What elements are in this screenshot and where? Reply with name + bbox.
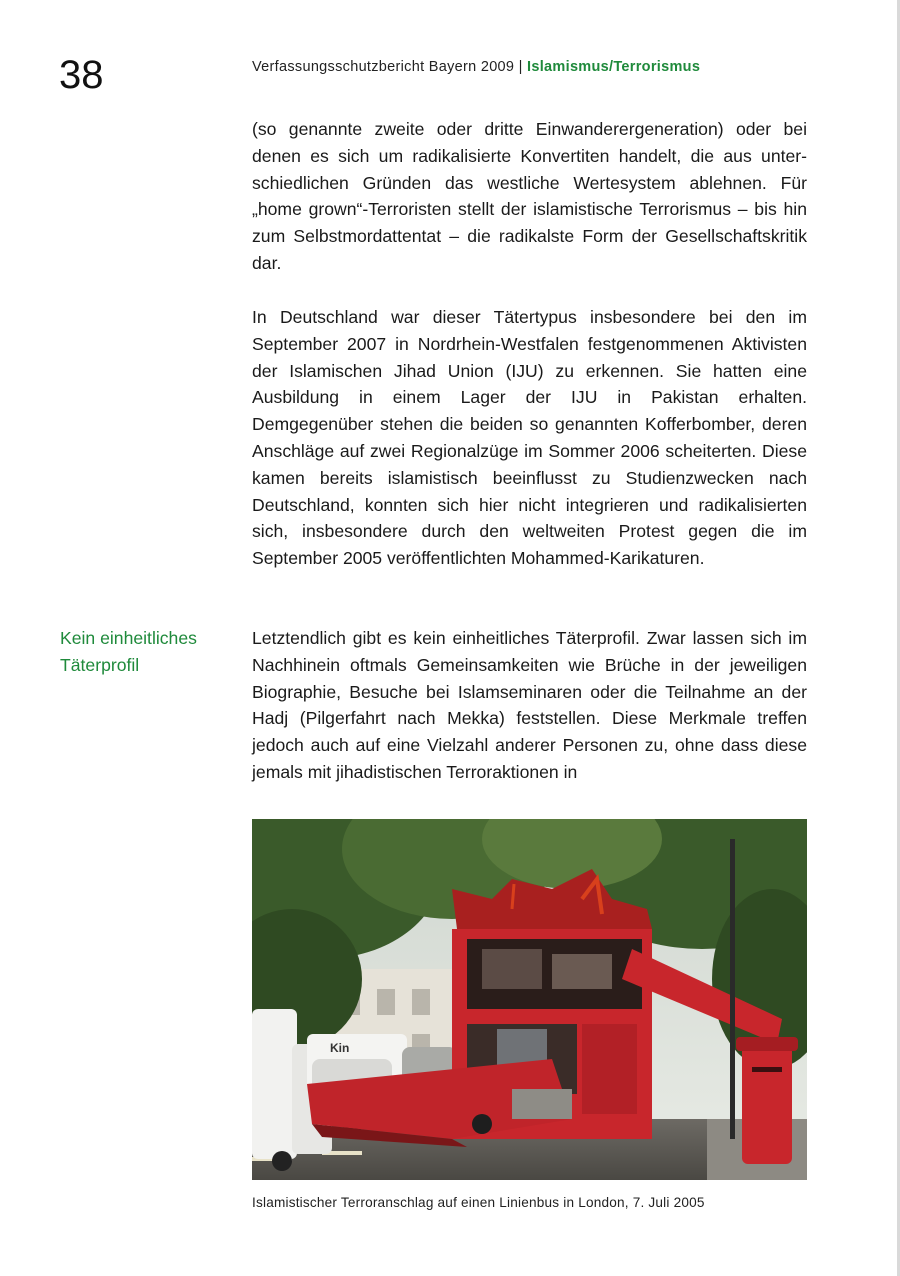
running-head-separator: | [514,59,528,75]
red-post-box [736,1037,798,1164]
body-paragraph-2 [252,304,807,572]
paragraph-text: (so genannte zweite oder dritte Einwanderergeneration) oder bei denen es sich um radikalisierte Konvertiten handelt, die aus unterschiedlichen Gründen das westliche Wertesystem ablehnen. Für „home grown“-Terroristen stellt der islamistische Terrorismus – bis hin zum Selbstmordattentat – die radikalste Form der Gesellschaftskritik dar. [252,119,807,273]
paragraph-text: In Deutschland war dieser Tätertypus insbesondere bei den im September 2007 in Nordrhein-Westfalen festgenommenen Aktivisten der Islamischen Jihad Union (IJU) zu erkennen. Sie hatten eine Ausbildung in einem Lager der IJU in Pakistan erhalten. Demgegenüber stehen die beiden so genannten Kofferbomber, deren Anschläge auf zwei Regionalzüge im Sommer 2006 scheiterten. Diese kamen bereits islamistisch beeinflusst zu Studienzwecken nach Deutschland, konnten sich hier nicht integrieren und radikalisierten sich, insbesondere durch den weltweiten Protest gegen die im September 2005 veröffentlichten Mohammed-Karikaturen. [252,307,807,569]
body-paragraph-3 [252,625,807,786]
running-head-section: Islamismus/Terrorismus [527,59,701,75]
margin-note-heading: Kein einheitliches Täterprofil [60,628,197,675]
van-sign-text: Kin [330,1041,350,1055]
figure-caption: Islamistischer Terroranschlag auf einen Linienbus in London, 7. Juli 2005 [252,1195,705,1210]
paragraph-text: Letztendlich gibt es kein einheitliches Täterprofil. Zwar lassen sich im Nachhinein oftmals Gemeinsamkeiten wie Brüche in der jeweiligen Biographie, Besuche bei Islamseminaren oder die Teilnahme an der Hadj (Pilgerfahrt nach Mekka) feststellen. Diese Merkmale treffen jedoch auch auf eine Vielzahl anderer Personen zu, ohne dass diese jemals mit jihadistischen Terroraktionen in [252,628,807,782]
running-head [252,58,700,76]
running-head-publication: Verfassungsschutzbericht Bayern 2009 [252,59,515,75]
page-number: 38 [59,53,104,97]
photo-bombed-bus [252,819,807,1180]
body-paragraph-1 [252,116,807,277]
